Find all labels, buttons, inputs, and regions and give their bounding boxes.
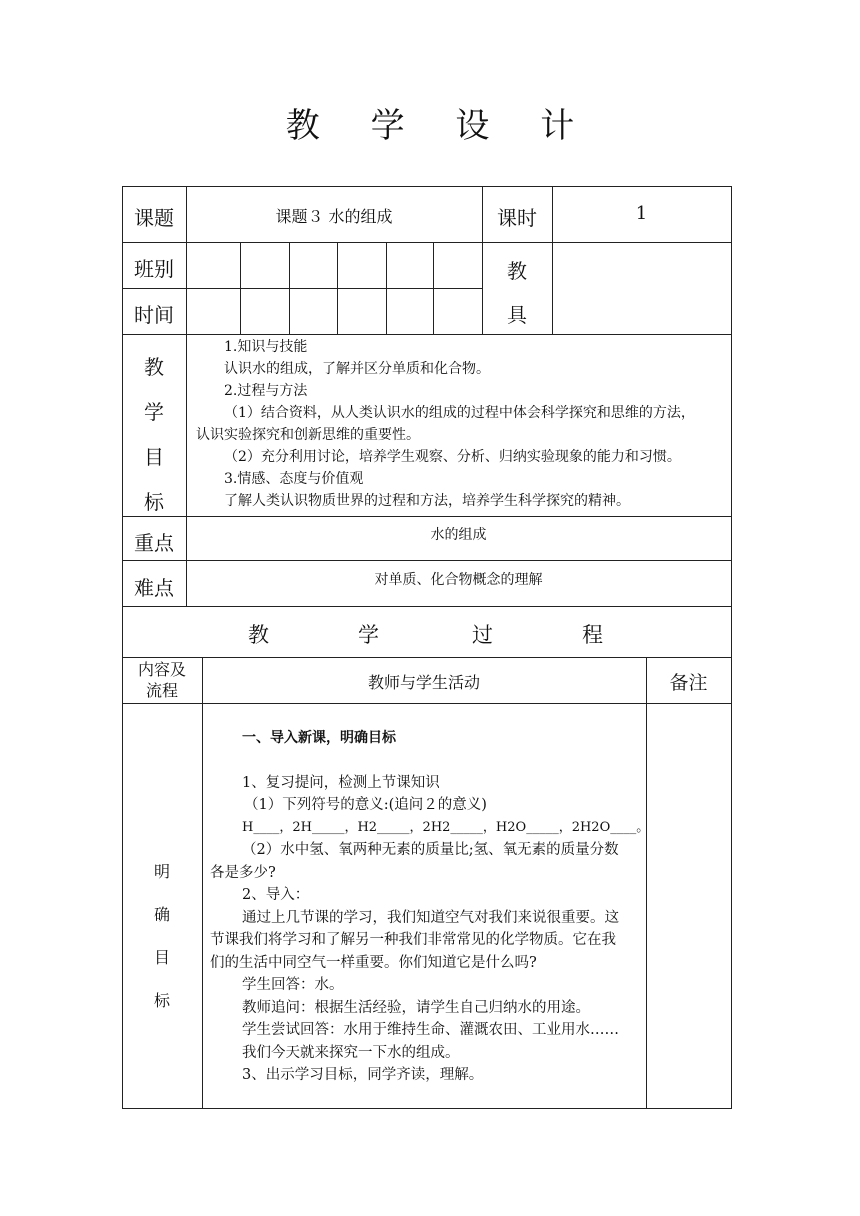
page-title: 教 学 设 计 (285, 106, 595, 146)
stage-label-char: 标 (153, 991, 170, 1010)
objective-line: 3.情感、态度与价值观 (224, 471, 364, 487)
col-rule (337, 242, 338, 334)
row-rule (122, 242, 732, 243)
activity-line: 3、出示学习目标，同学齐读，理解。 (242, 1067, 484, 1083)
row-rule (122, 516, 732, 517)
objective-line: 了解人类认识物质世界的过程和方法，培养学生科学探究的精神。 (224, 493, 630, 509)
tools-label-bottom: 具 (507, 303, 527, 327)
difficulty-label: 难点 (134, 576, 174, 600)
activity-line: 教师追问：根据生活经验，请学生自己归纳水的用途。 (242, 999, 590, 1016)
process-col-notes-header: 备注 (669, 672, 708, 694)
row-rule (122, 288, 483, 289)
process-heading: 一、导入新课，明确目标 (242, 730, 396, 746)
objective-line: 认识实验探究和创新思维的重要性。 (196, 427, 420, 443)
objectives-content (196, 336, 726, 512)
class-label: 班别 (134, 257, 174, 281)
process-stage-label (122, 850, 202, 1022)
difficulty-value: 对单质、化合物概念的理解 (374, 572, 543, 588)
tools-label-top: 教 (507, 259, 527, 283)
objectives-label-char: 教 (144, 355, 164, 379)
activity-line: 我们今天就来探究一下水的组成。 (242, 1044, 460, 1061)
activity-line: 2、导入： (242, 887, 310, 903)
period-value: 1 (635, 203, 648, 224)
activity-line: 1、复习提问，检测上节课知识 (242, 774, 440, 791)
col-rule (386, 242, 387, 334)
activity-line: 通过上几节课的学习，我们知道空气对我们来说很重要。这 (242, 909, 619, 926)
key-point-value: 水的组成 (430, 527, 487, 543)
stage-label-char: 目 (153, 948, 170, 967)
row-rule (122, 606, 732, 607)
row-rule (122, 657, 732, 658)
objectives-label-char: 标 (144, 490, 164, 514)
col-rule (202, 657, 203, 1109)
period-label: 课时 (497, 206, 537, 230)
objective-line: 2.过程与方法 (224, 383, 308, 399)
objective-line: （1）结合资料，从人类认识水的组成的过程中体会科学探究和思维的方法， (224, 405, 695, 421)
activity-line: （2）水中氢、氧两种无素的质量比;氢、氧无素的质量分数 (242, 842, 619, 858)
topic-label: 课题 (134, 206, 174, 230)
stage-label-char: 确 (153, 905, 170, 924)
objectives-label-char: 目 (144, 445, 164, 469)
process-title-char: 过 (472, 623, 493, 647)
stage-header-line: 流程 (145, 681, 178, 700)
activity-line: 节课我们将学习和了解另一种我们非常常见的化学物质。它在我 (210, 932, 616, 948)
activity-line: 各是多少? (210, 864, 276, 881)
activity-line: 学生回答：水。 (242, 977, 344, 993)
process-col-stage-header (122, 659, 202, 701)
objective-line: 认识水的组成，了解并区分单质和化合物。 (224, 361, 490, 377)
process-col-activity-header: 教师与学生活动 (367, 673, 480, 692)
row-rule (122, 560, 732, 561)
row-rule (122, 334, 732, 335)
stage-label-char: 明 (153, 862, 170, 881)
process-title-char: 教 (248, 623, 269, 647)
activity-line: 们的生活中同空气一样重要。你们知道它是什么吗? (210, 954, 537, 971)
objectives-label-char: 学 (144, 400, 164, 424)
process-title-char: 程 (582, 623, 603, 647)
process-activity-content (210, 727, 650, 1087)
stage-header-line: 内容及 (137, 660, 186, 679)
objective-line: （2）充分利用讨论，培养学生观察、分析、归纳实验现象的能力和习惯。 (224, 449, 681, 465)
activity-line: （1）下列符号的意义:(追问２的意义) (244, 797, 487, 813)
objectives-label (122, 345, 186, 525)
time-label: 时间 (134, 303, 174, 327)
row-rule (122, 703, 732, 704)
activity-line: 学生尝试回答：水用于维持生命、灌溉农田、工业用水…… (242, 1022, 619, 1038)
topic-value: 课题３ 水的组成 (275, 207, 393, 226)
table-border-bottom (122, 1108, 732, 1109)
col-rule (646, 657, 647, 1109)
objective-line: 1.知识与技能 (224, 339, 308, 355)
table-border-right (731, 186, 732, 1109)
process-title-char: 学 (358, 623, 379, 647)
col-rule (433, 242, 434, 334)
col-rule (289, 242, 290, 334)
table-border-top (122, 186, 732, 187)
key-point-label: 重点 (134, 531, 174, 555)
activity-line: H____，2H_____，H2_____，2H2_____，H2O_____，2H2O____。 (242, 819, 650, 835)
col-rule (240, 242, 241, 334)
